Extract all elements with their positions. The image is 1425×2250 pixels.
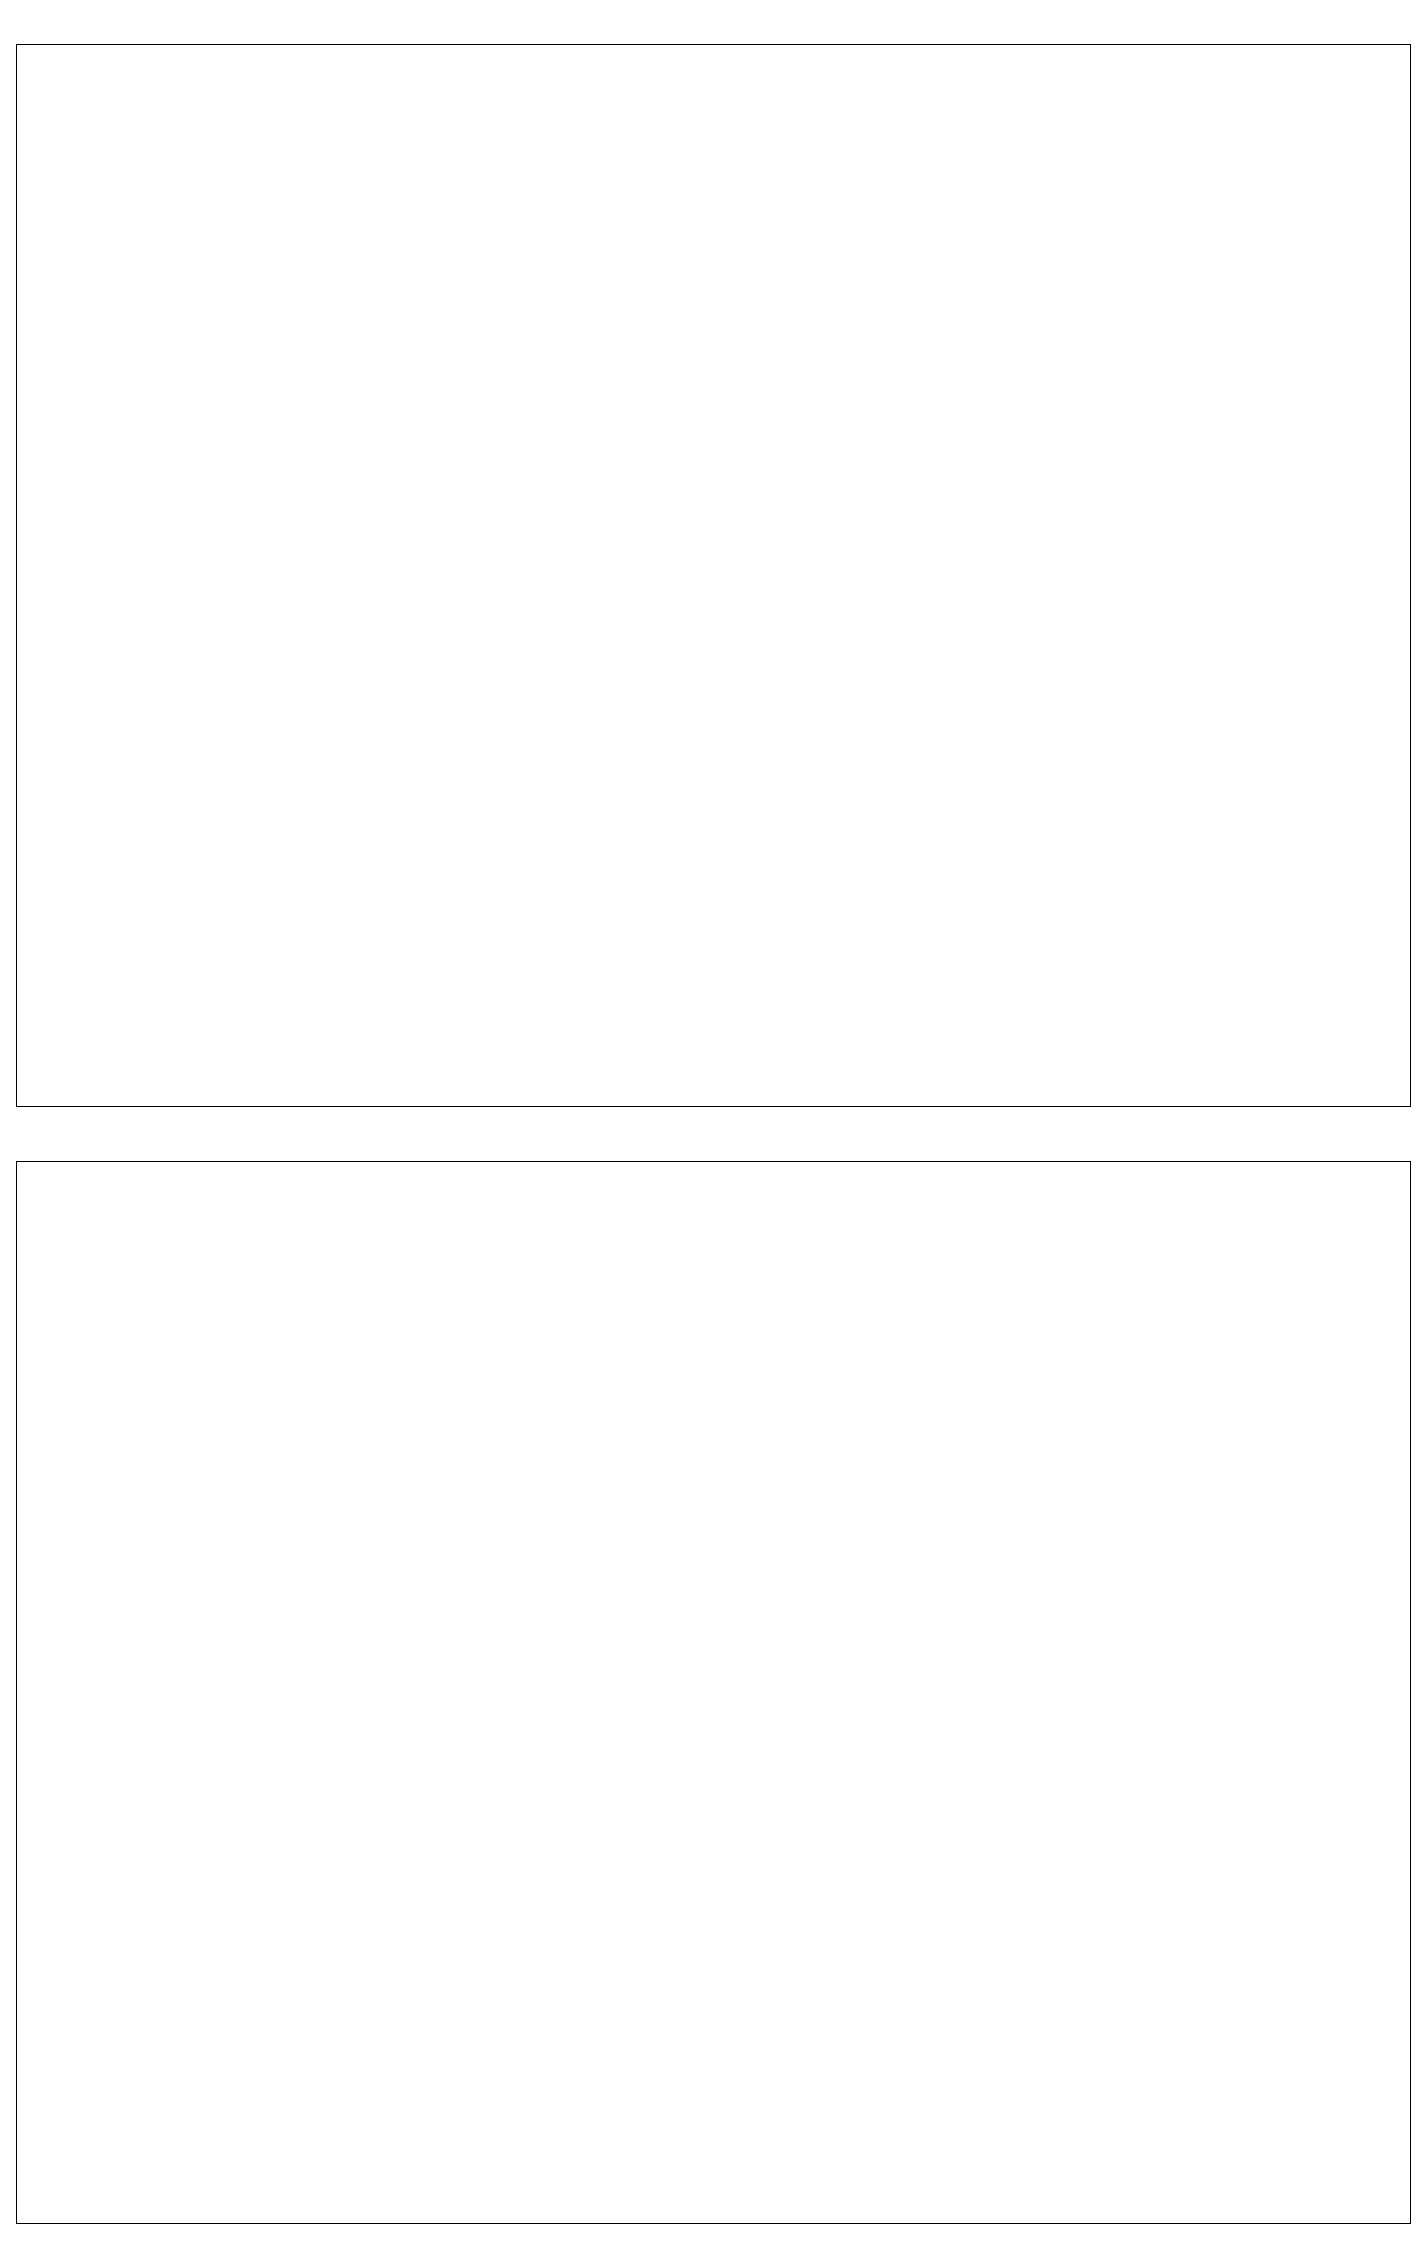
conjugate-footprints-panel bbox=[0, 1117, 1425, 2242]
footprint-map bbox=[0, 1117, 1425, 2242]
